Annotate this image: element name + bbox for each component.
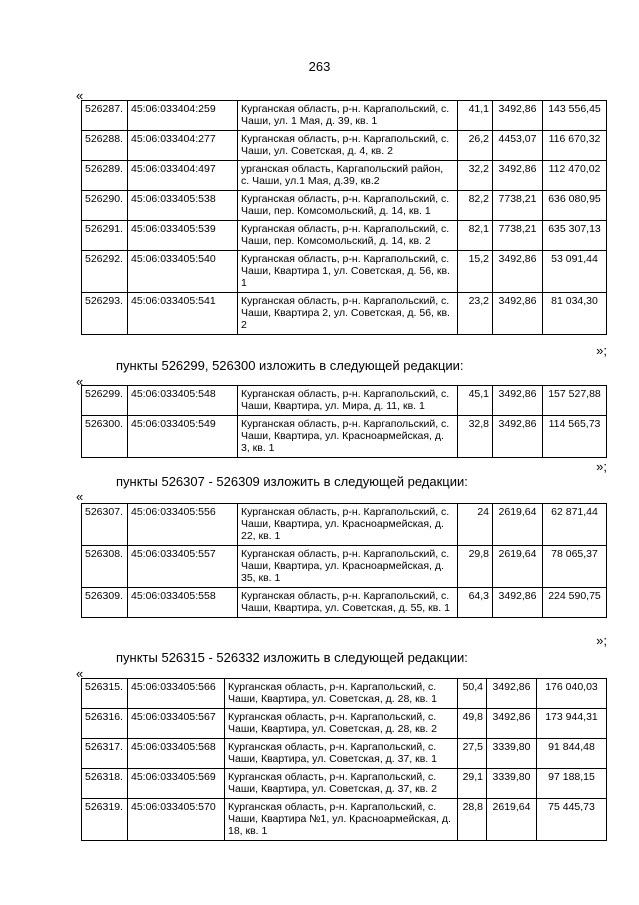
close-quote: »; bbox=[596, 633, 607, 648]
row-number: 526319. bbox=[82, 799, 128, 841]
close-quote: »; bbox=[596, 343, 607, 358]
open-quote: « bbox=[76, 489, 84, 504]
table-row bbox=[82, 101, 607, 131]
total-value: 114 565,73 bbox=[543, 416, 607, 458]
price-per-unit: 2619,64 bbox=[493, 504, 543, 546]
price-per-unit: 2619,64 bbox=[493, 546, 543, 588]
total-value: 91 844,48 bbox=[537, 739, 607, 769]
total-value: 635 307,13 bbox=[543, 221, 607, 251]
table-row bbox=[82, 221, 607, 251]
area: 23,2 bbox=[458, 293, 493, 335]
table-body bbox=[82, 504, 607, 618]
row-number: 526316. bbox=[82, 709, 128, 739]
total-value: 173 944,31 bbox=[537, 709, 607, 739]
address: Курганская область, р-н. Каргапольский, с. Чаши, Квартира 2, ул. Советская, д. 56, кв. 2 bbox=[238, 293, 458, 335]
property-table bbox=[81, 385, 607, 458]
table-row bbox=[82, 386, 607, 416]
row-number: 526308. bbox=[82, 546, 128, 588]
price-per-unit: 3492,86 bbox=[487, 709, 537, 739]
cadastral-number: 45:06:033405:539 bbox=[128, 221, 238, 251]
area: 50,4 bbox=[458, 679, 487, 709]
table-body bbox=[82, 101, 607, 335]
page-number: 263 bbox=[308, 59, 331, 74]
table-row bbox=[82, 416, 607, 458]
price-per-unit: 3492,86 bbox=[493, 161, 543, 191]
row-number: 526307. bbox=[82, 504, 128, 546]
area: 26,2 bbox=[458, 131, 493, 161]
total-value: 143 556,45 bbox=[543, 101, 607, 131]
area: 45,1 bbox=[458, 386, 493, 416]
area: 82,1 bbox=[458, 221, 493, 251]
cadastral-number: 45:06:033405:541 bbox=[128, 293, 238, 335]
total-value: 116 670,32 bbox=[543, 131, 607, 161]
cadastral-number: 45:06:033405:569 bbox=[128, 769, 225, 799]
total-value: 224 590,75 bbox=[543, 588, 607, 618]
table-row bbox=[82, 799, 607, 841]
area: 49,8 bbox=[458, 709, 487, 739]
address: Курганская область, р-н. Каргапольский, с. Чаши, Квартира, ул. Мира, д. 11, кв. 1 bbox=[238, 386, 458, 416]
cadastral-number: 45:06:033405:557 bbox=[128, 546, 238, 588]
row-number: 526299. bbox=[82, 386, 128, 416]
table-row bbox=[82, 251, 607, 293]
price-per-unit: 7738,21 bbox=[493, 221, 543, 251]
address: Курганская область, р-н. Каргапольский, с. Чаши, Квартира, ул. Красноармейская, д. 22, кв. 1 bbox=[238, 504, 458, 546]
price-per-unit: 3339,80 bbox=[487, 769, 537, 799]
total-value: 81 034,30 bbox=[543, 293, 607, 335]
address: Курганская область, р-н. Каргапольский, с. Чаши, Квартира №1, ул. Красноармейская, д. 18, кв. 1 bbox=[225, 799, 458, 841]
row-number: 526288. bbox=[82, 131, 128, 161]
total-value: 78 065,37 bbox=[543, 546, 607, 588]
row-number: 526315. bbox=[82, 679, 128, 709]
area: 64,3 bbox=[458, 588, 493, 618]
table-row bbox=[82, 588, 607, 618]
cadastral-number: 45:06:033405:548 bbox=[128, 386, 238, 416]
area: 29,8 bbox=[458, 546, 493, 588]
total-value: 75 445,73 bbox=[537, 799, 607, 841]
row-number: 526291. bbox=[82, 221, 128, 251]
table-row bbox=[82, 293, 607, 335]
table-body bbox=[82, 386, 607, 458]
total-value: 112 470,02 bbox=[543, 161, 607, 191]
cadastral-number: 45:06:033405:570 bbox=[128, 799, 225, 841]
row-number: 526317. bbox=[82, 739, 128, 769]
cadastral-number: 45:06:033405:549 bbox=[128, 416, 238, 458]
total-value: 62 871,44 bbox=[543, 504, 607, 546]
amendment-instruction: пункты 526299, 526300 изложить в следующей редакции: bbox=[116, 358, 464, 373]
table-row bbox=[82, 679, 607, 709]
price-per-unit: 4453,07 bbox=[493, 131, 543, 161]
amendment-instruction: пункты 526315 - 526332 изложить в следующей редакции: bbox=[116, 650, 468, 665]
row-number: 526300. bbox=[82, 416, 128, 458]
row-number: 526318. bbox=[82, 769, 128, 799]
area: 24 bbox=[458, 504, 493, 546]
price-per-unit: 3492,86 bbox=[493, 416, 543, 458]
address: Курганская область, р-н. Каргапольский, с. Чаши, Квартира, ул. Красноармейская, д. 35, кв. 1 bbox=[238, 546, 458, 588]
table-row bbox=[82, 546, 607, 588]
property-table bbox=[81, 678, 607, 841]
address: Курганская область, р-н. Каргапольский, с. Чаши, Квартира, ул. Красноармейская, д. 3, кв. 1 bbox=[238, 416, 458, 458]
table-row bbox=[82, 769, 607, 799]
price-per-unit: 3492,86 bbox=[493, 251, 543, 293]
address: Курганская область, р-н. Каргапольский, с. Чаши, Квартира, ул. Советская, д. 37, кв. 1 bbox=[225, 739, 458, 769]
amendment-instruction: пункты 526307 - 526309 изложить в следующей редакции: bbox=[116, 474, 468, 489]
open-quote: « bbox=[76, 88, 84, 103]
address: Курганская область, р-н. Каргапольский, с. Чаши, Квартира, ул. Советская, д. 28, кв. 1 bbox=[225, 679, 458, 709]
area: 28,8 bbox=[458, 799, 487, 841]
address: урганская область, Каргапольский район, с. Чаши, ул.1 Мая, д.39, кв.2 bbox=[238, 161, 458, 191]
row-number: 526287. bbox=[82, 101, 128, 131]
price-per-unit: 3492,86 bbox=[493, 386, 543, 416]
total-value: 53 091,44 bbox=[543, 251, 607, 293]
cadastral-number: 45:06:033404:497 bbox=[128, 161, 238, 191]
area: 41,1 bbox=[458, 101, 493, 131]
cadastral-number: 45:06:033405:567 bbox=[128, 709, 225, 739]
cadastral-number: 45:06:033405:540 bbox=[128, 251, 238, 293]
close-quote: »; bbox=[596, 459, 607, 474]
property-table bbox=[81, 503, 607, 618]
table-row bbox=[82, 709, 607, 739]
table-row bbox=[82, 739, 607, 769]
price-per-unit: 7738,21 bbox=[493, 191, 543, 221]
cadastral-number: 45:06:033405:566 bbox=[128, 679, 225, 709]
table-row bbox=[82, 504, 607, 546]
address: Курганская область, р-н. Каргапольский, с. Чаши, Квартира 1, ул. Советская, д. 56, кв. 1 bbox=[238, 251, 458, 293]
row-number: 526293. bbox=[82, 293, 128, 335]
open-quote: « bbox=[76, 666, 84, 681]
total-value: 636 080,95 bbox=[543, 191, 607, 221]
address: Курганская область, р-н. Каргапольский, с. Чаши, Квартира, ул. Советская, д. 55, кв. 1 bbox=[238, 588, 458, 618]
area: 15,2 bbox=[458, 251, 493, 293]
address: Курганская область, р-н. Каргапольский, с. Чаши, пер. Комсомольский, д. 14, кв. 1 bbox=[238, 191, 458, 221]
price-per-unit: 3492,86 bbox=[493, 101, 543, 131]
price-per-unit: 3339,80 bbox=[487, 739, 537, 769]
open-quote: « bbox=[76, 374, 84, 389]
price-per-unit: 3492,86 bbox=[493, 588, 543, 618]
cadastral-number: 45:06:033404:277 bbox=[128, 131, 238, 161]
total-value: 176 040,03 bbox=[537, 679, 607, 709]
address: Курганская область, р-н. Каргапольский, с. Чаши, ул. 1 Мая, д. 39, кв. 1 bbox=[238, 101, 458, 131]
table-row bbox=[82, 161, 607, 191]
cadastral-number: 45:06:033405:558 bbox=[128, 588, 238, 618]
cadastral-number: 45:06:033404:259 bbox=[128, 101, 238, 131]
price-per-unit: 2619,64 bbox=[487, 799, 537, 841]
area: 32,2 bbox=[458, 161, 493, 191]
area: 82,2 bbox=[458, 191, 493, 221]
property-table bbox=[81, 100, 607, 335]
total-value: 97 188,15 bbox=[537, 769, 607, 799]
cadastral-number: 45:06:033405:556 bbox=[128, 504, 238, 546]
price-per-unit: 3492,86 bbox=[487, 679, 537, 709]
table-row bbox=[82, 131, 607, 161]
row-number: 526309. bbox=[82, 588, 128, 618]
row-number: 526290. bbox=[82, 191, 128, 221]
address: Курганская область, р-н. Каргапольский, с. Чаши, Квартира, ул. Советская, д. 28, кв. 2 bbox=[225, 709, 458, 739]
area: 27,5 bbox=[458, 739, 487, 769]
table-row bbox=[82, 191, 607, 221]
row-number: 526289. bbox=[82, 161, 128, 191]
price-per-unit: 3492,86 bbox=[493, 293, 543, 335]
row-number: 526292. bbox=[82, 251, 128, 293]
area: 32,8 bbox=[458, 416, 493, 458]
address: Курганская область, р-н. Каргапольский, с. Чаши, пер. Комсомольский, д. 14, кв. 2 bbox=[238, 221, 458, 251]
address: Курганская область, р-н. Каргапольский, с. Чаши, ул. Советская, д. 4, кв. 2 bbox=[238, 131, 458, 161]
cadastral-number: 45:06:033405:568 bbox=[128, 739, 225, 769]
address: Курганская область, р-н. Каргапольский, с. Чаши, Квартира, ул. Советская, д. 37, кв. 2 bbox=[225, 769, 458, 799]
cadastral-number: 45:06:033405:538 bbox=[128, 191, 238, 221]
total-value: 157 527,88 bbox=[543, 386, 607, 416]
table-body bbox=[82, 679, 607, 841]
area: 29,1 bbox=[458, 769, 487, 799]
